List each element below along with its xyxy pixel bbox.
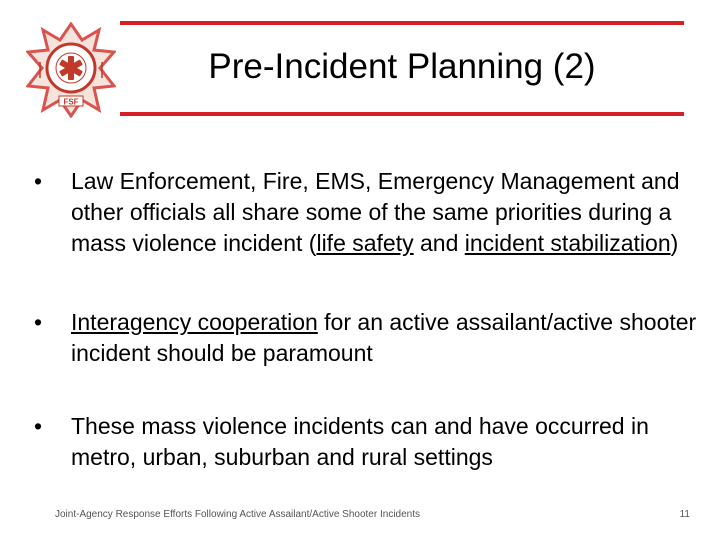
title-bottom-rule	[120, 112, 684, 116]
bullet-list	[34, 166, 706, 473]
maltese-cross-icon	[26, 22, 116, 118]
bullet-item	[34, 411, 706, 473]
title-top-rule	[120, 21, 684, 25]
page-number: 11	[679, 509, 690, 520]
bullet-text: and	[413, 230, 465, 256]
logo-base-text: FSF	[63, 97, 79, 107]
bullet-marker: •	[34, 168, 43, 194]
bullet-text: These mass violence incidents can and have occurred in metro, urban, suburban and rural settings	[71, 413, 649, 470]
bullet-item	[34, 166, 706, 259]
bullet-marker: •	[34, 413, 43, 439]
slide-title: Pre-Incident Planning (2)	[208, 47, 596, 86]
underlined-term: incident stabilization	[464, 230, 671, 256]
fire-service-logo	[26, 22, 116, 118]
footer-text: Joint-Agency Response Efforts Following Active Assailant/Active Shooter Incidents	[55, 509, 421, 520]
underlined-term: life safety	[316, 230, 414, 256]
bullet-marker: •	[34, 309, 43, 335]
underlined-term: Interagency cooperation	[71, 309, 318, 335]
bullet-item	[34, 307, 706, 369]
bullet-text: Law Enforcement, Fire, EMS, Emergency Management and other officials all share some of the same priorities during a mass violence incident (	[71, 168, 680, 256]
bullet-text: for an active assailant/active shooter incident should be paramount	[71, 309, 697, 366]
bullet-text: )	[670, 230, 679, 256]
